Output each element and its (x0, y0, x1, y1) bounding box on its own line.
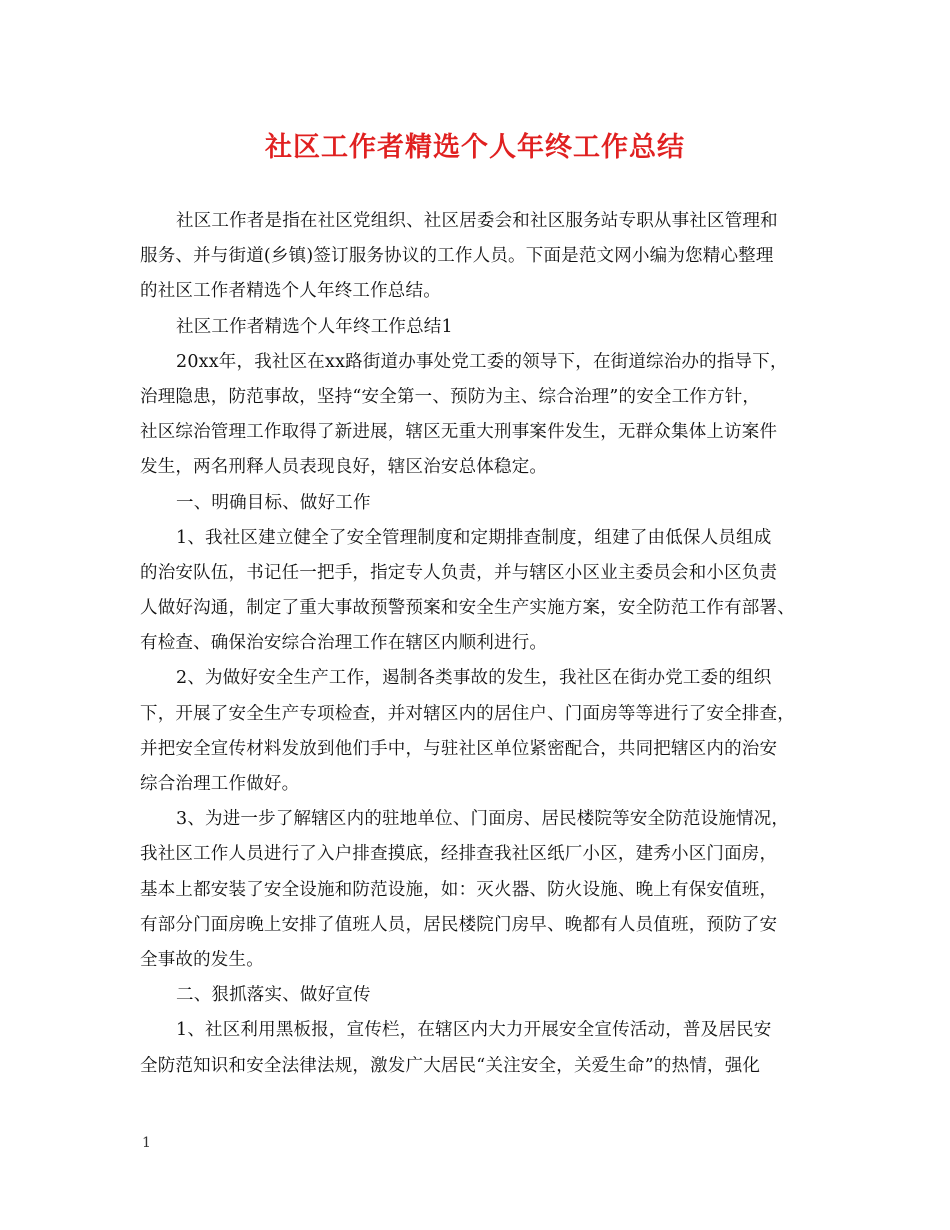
section-subtitle: 社区工作者精选个人年终工作总结1 (176, 316, 453, 337)
body-line: 3、为进一步了解辖区内的驻地单位、门面房、居民楼院等安全防范设施情况， (176, 809, 790, 830)
body-line: 有部分门面房晚上安排了值班人员，居民楼院门房早、晚都有人员值班，预防了安 (140, 914, 778, 935)
body-line: 1、我社区建立健全了安全管理制度和定期排查制度，组建了由低保人员组成 (176, 527, 772, 548)
page-number: 1 (142, 1135, 151, 1151)
body-line: 全事故的发生。 (140, 949, 264, 970)
body-line: 服务、并与街道(乡镇)签订服务协议的工作人员。下面是范文网小编为您精心整理 (140, 246, 774, 267)
body-line: 社区工作者是指在社区党组织、社区居委会和社区服务站专职从事社区管理和 (176, 211, 778, 231)
section-heading: 二、狠抓落实、做好宣传 (176, 985, 371, 1006)
body-line: 基本上都安装了安全设施和防范设施，如：灭火器、防火设施、晚上有保安值班， (140, 879, 778, 900)
body-line: 20xx年，我社区在xx路街道办事处党工委的领导下，在街道综治办的指导下， (176, 351, 788, 372)
document-body (140, 204, 815, 1084)
body-line: 我社区工作人员进行了入户排查摸底，经排查我社区纸厂小区，建秀小区门面房， (140, 844, 778, 865)
body-line: 治理隐患，防范事故，坚持“安全第一、预防为主、综合治理”的安全工作方针， (140, 386, 761, 407)
body-line: 下，开展了安全生产专项检查，并对辖区内的居住户、门面房等等进行了安全排查， (140, 703, 795, 724)
body-line: 的社区工作者精选个人年终工作总结。 (140, 281, 441, 302)
body-line: 1、社区利用黑板报，宣传栏，在辖区内大力开展安全宣传活动，普及居民安 (176, 1020, 772, 1041)
body-line: 有检查、确保治安综合治理工作在辖区内顺利进行。 (140, 633, 548, 654)
body-line: 社区综治管理工作取得了新进展，辖区无重大刑事案件发生，无群众集体上访案件 (140, 422, 778, 443)
body-line: 的治安队伍，书记任一把手，指定专人负责，并与辖区小区业主委员会和小区负责 (140, 562, 778, 583)
document-title: 社区工作者精选个人年终工作总结 (265, 132, 685, 163)
body-line: 人做好沟通，制定了重大事故预警预案和安全生产实施方案，安全防范工作有部署、 (140, 598, 795, 619)
section-heading: 一、明确目标、做好工作 (176, 492, 371, 513)
body-line: 综合治理工作做好。 (140, 774, 300, 794)
body-line: 并把安全宣传材料发放到他们手中，与驻社区单位紧密配合，共同把辖区内的治安 (140, 738, 778, 759)
body-line: 全防范知识和安全法律法规，激发广大居民“关注安全，关爱生命”的热情，强化 (140, 1055, 761, 1076)
body-line: 发生，两名刑释人员表现良好，辖区治安总体稳定。 (140, 457, 548, 478)
body-line: 2、为做好安全生产工作，遏制各类事故的发生，我社区在街办党工委的组织 (176, 668, 772, 689)
